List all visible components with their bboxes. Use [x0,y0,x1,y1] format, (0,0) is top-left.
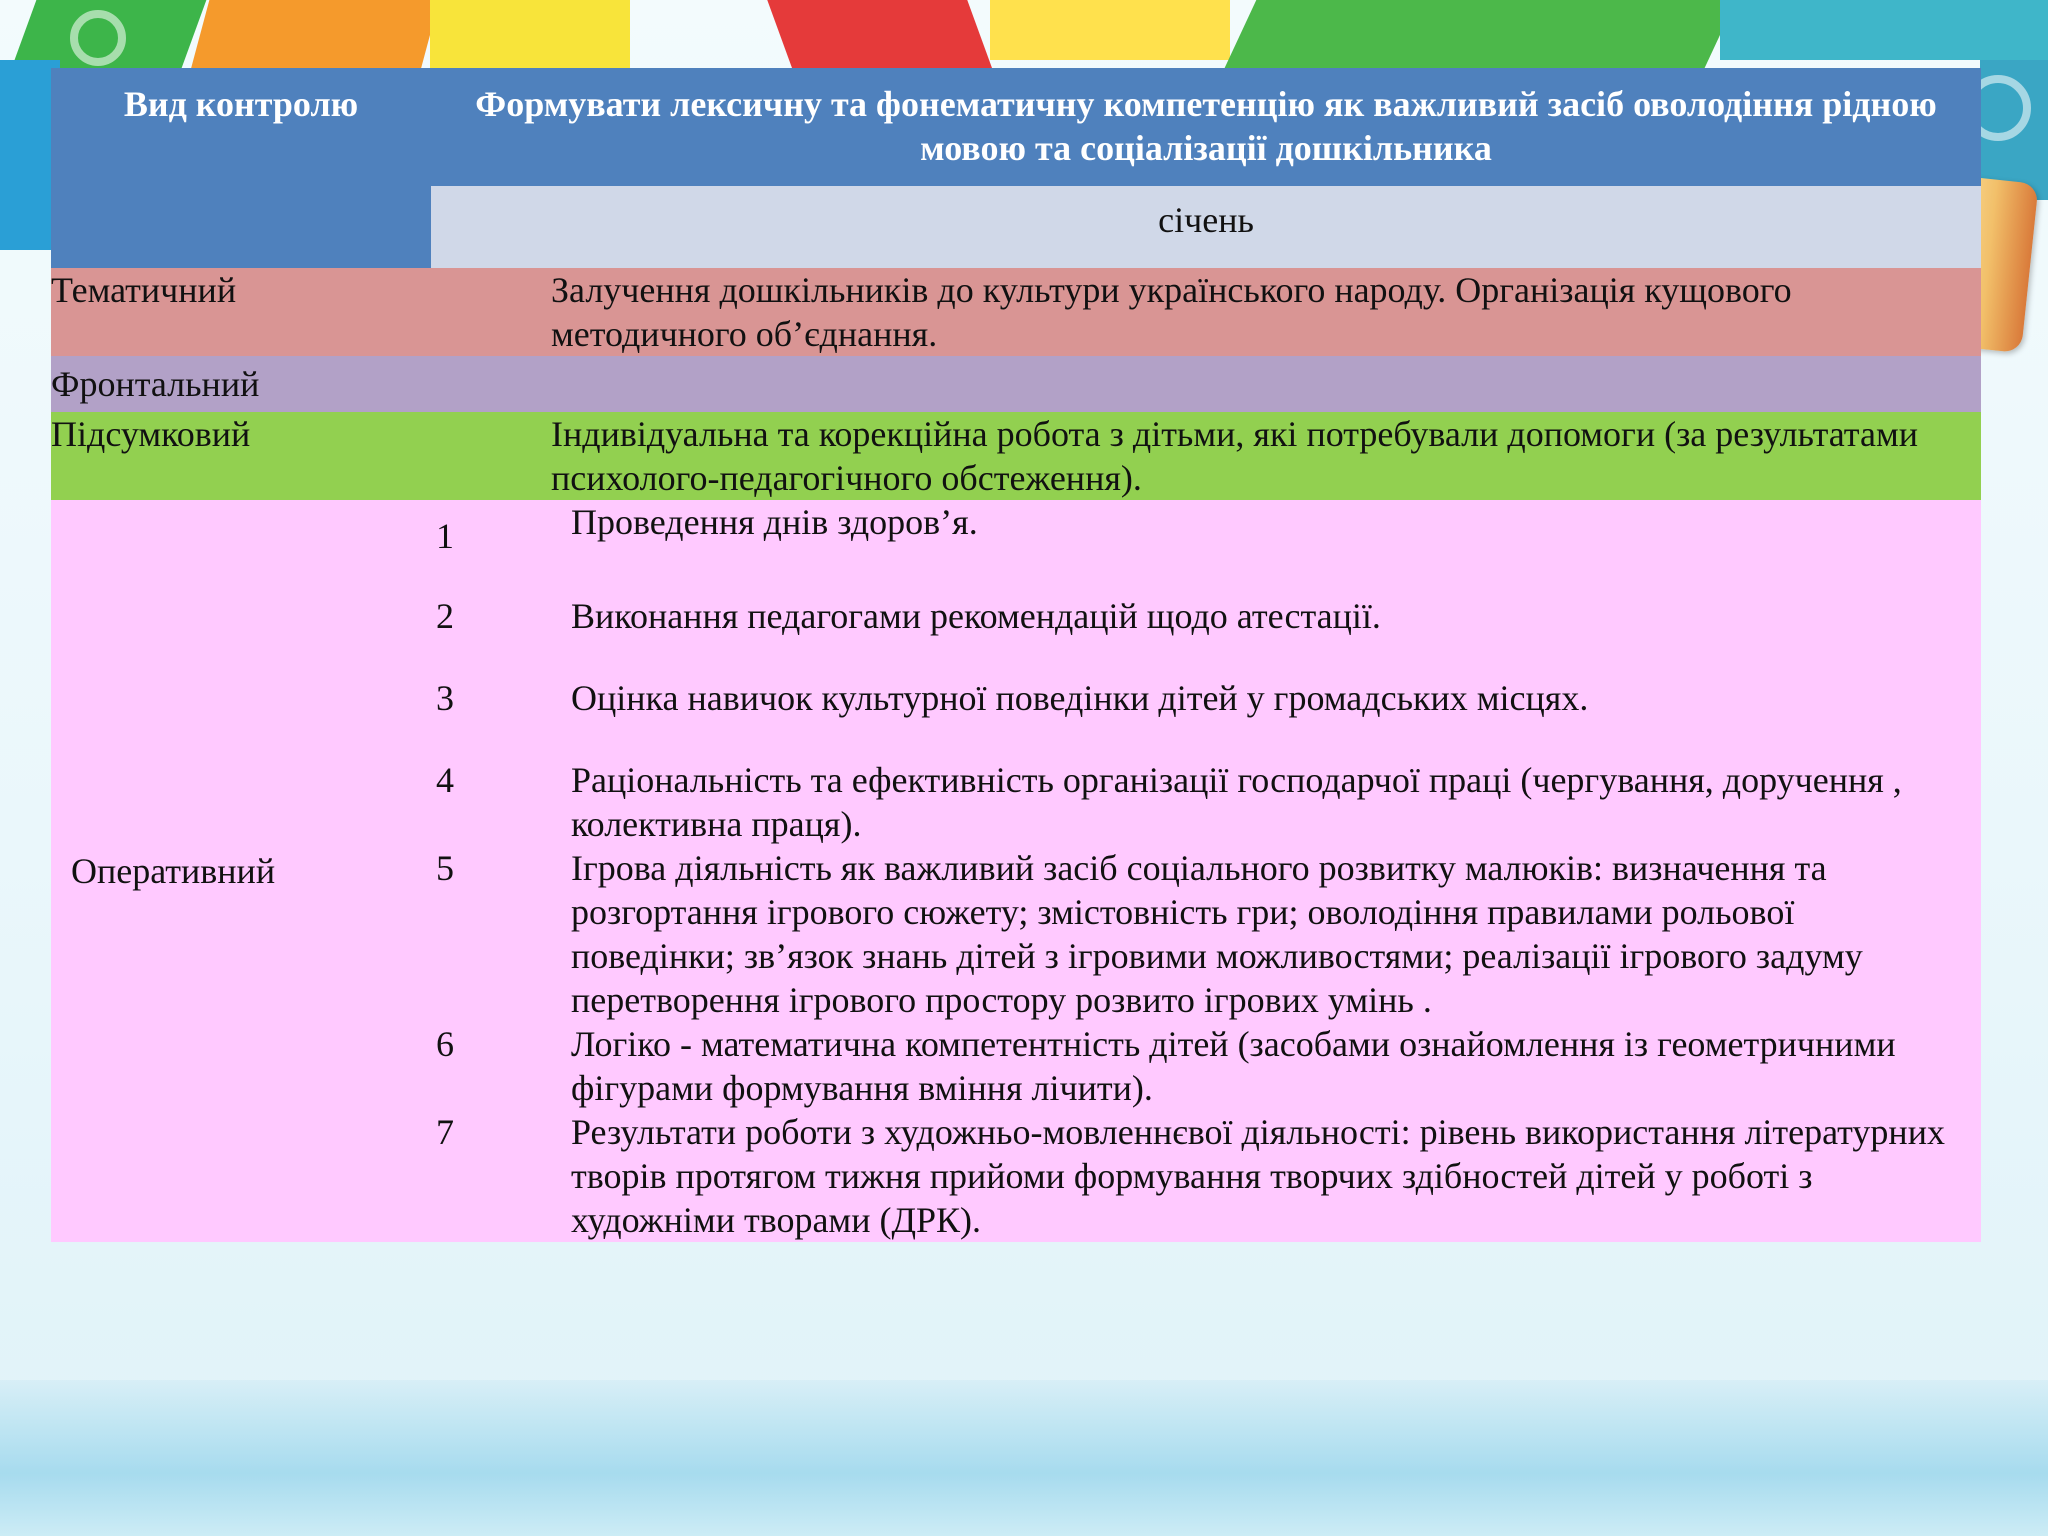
month-label: січень [1158,200,1254,240]
header-row [51,68,1981,186]
operative-item-text: Виконання педагогами рекомендацій щодо атестації. [571,596,1381,636]
bg-orange-block [191,0,440,70]
operative-item-text: Логіко - математична компетентність дітей (засобами ознайомлення із геометричними фігурами формування вміння лічити). [571,1024,1896,1108]
header-kind-label: Вид контролю [123,84,359,124]
header-topic-cell [431,68,1981,186]
row-operative-1 [51,500,1981,594]
background-bottom-wave [0,1380,2048,1536]
control-plan-table [51,68,1981,1242]
operative-item-number: 7 [436,1112,454,1152]
frontal-kind: Фронтальний [51,364,260,404]
row-final [51,412,1981,500]
bg-red-block [767,0,992,70]
operative-item-number: 2 [436,596,454,636]
operative-item-text: Оцінка навичок культурної поведінки дітей у громадських місцях. [571,678,1589,718]
bg-green-block-2 [1224,0,1737,70]
final-kind: Підсумковий [51,414,251,454]
row-frontal [51,356,1981,412]
operative-item-number: 6 [436,1024,454,1064]
operative-item-number: 3 [436,678,454,718]
bg-teal-block [1720,0,2048,60]
header-topic-title: Формувати лексичну та фонематичну компетенцію як важливий засіб оволодіння рідною мовою та соціалізації дошкільника [475,84,1937,168]
operative-item-number: 1 [436,516,454,556]
row-thematic [51,268,1981,356]
thematic-text: Залучення дошкільників до культури українського народу. Організація кущового методичного об’єднання. [551,270,1792,354]
operative-item-number: 4 [436,760,454,800]
operative-kind: Оперативний [71,851,276,891]
frontal-text [551,356,1981,412]
operative-item-text: Раціональність та ефективність організації господарчої праці (чергування, доручення , колективна праця). [571,760,1902,844]
operative-item-text: Результати роботи з художньо-мовленнєвої діяльності: рівень використання літературних творів протягом тижня прийоми формування творчих здібностей дітей у роботі з художніми творами (ДРК). [571,1112,1945,1240]
thematic-kind: Тематичний [51,270,237,310]
bg-yellow-block [430,0,630,75]
operative-item-text: Ігрова діяльність як важливий засіб соціального розвитку малюків: визначення та розгортання ігрового сюжету; змістовність гри; оволодіння правилами рольової поведінки; зв’язок знань дітей з ігровими можливостями; реалізації ігрового задуму перетворення ігрового простору розвито ігрових умінь . [571,848,1863,1020]
bg-yellow-block-2 [990,0,1230,60]
header-month-cell [431,186,1981,268]
final-text: Індивідуальна та корекційна робота з дітьми, які потребували допомоги (за результатами психолого-педагогічного обстеження). [551,414,1918,498]
operative-item-number: 5 [436,848,454,888]
operative-item-text: Проведення днів здоров’я. [571,502,978,542]
bg-swirl-1 [70,10,126,66]
header-kind-cell [51,68,431,268]
